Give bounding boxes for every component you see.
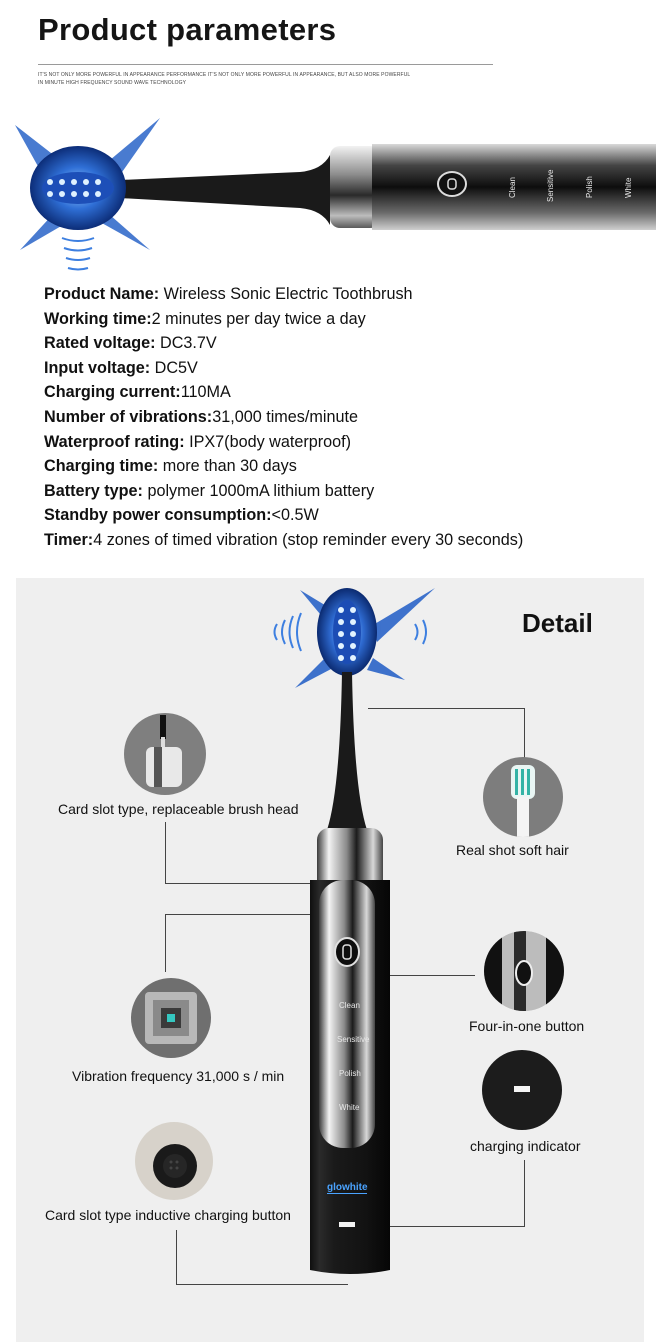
spec-row <box>44 282 523 307</box>
bristles-icon <box>483 757 563 837</box>
soft-hair-thumbnail <box>483 757 563 837</box>
charging-indicator-light <box>339 1222 355 1227</box>
brand-logo: glowhite <box>327 1182 368 1193</box>
sound-wave-icon <box>415 620 426 644</box>
brush-head-thumbnail <box>124 713 206 795</box>
spec-value: IPX7(body waterproof) <box>184 432 352 451</box>
spec-row <box>44 430 523 455</box>
detail-title: Detail <box>522 608 593 638</box>
subtitle-line-2: IN MINUTE HIGH FREQUENCY SOUND WAVE TECHNOLOGY <box>38 80 187 86</box>
spec-value: polymer 1000mA lithium battery <box>142 481 375 500</box>
spec-row <box>44 503 523 528</box>
spec-key: Battery type: <box>44 481 143 500</box>
connector-line <box>165 914 166 972</box>
mode-label: Clean <box>508 177 517 198</box>
caption-brush-head: Card slot type, replaceable brush head <box>58 801 299 817</box>
charging-base-icon <box>135 1122 213 1200</box>
spec-value: 31,000 times/minute <box>212 407 358 426</box>
indicator-thumbnail <box>482 1050 562 1130</box>
toothbrush-vertical-image <box>255 580 445 1280</box>
spec-value: DC5V <box>150 358 198 377</box>
mode-label: Polish <box>339 1069 361 1078</box>
connector-line <box>176 1284 348 1285</box>
sound-wave-icon <box>62 238 94 270</box>
spec-value: DC3.7V <box>155 334 217 353</box>
caption-charging: Card slot type inductive charging button <box>45 1207 291 1223</box>
caption-button: Four-in-one button <box>469 1018 585 1034</box>
button-thumbnail <box>484 931 564 1011</box>
connector-line <box>165 822 166 884</box>
four-in-one-button-icon <box>484 931 564 1011</box>
spec-row <box>44 405 523 430</box>
spec-key: Input voltage: <box>44 358 151 377</box>
spec-list <box>44 282 523 553</box>
brush-neck <box>327 672 367 830</box>
caption-soft-hair: Real shot soft hair <box>456 842 569 858</box>
mode-label: White <box>624 177 633 198</box>
mode-label: Sensitive <box>546 169 555 202</box>
toothbrush-horizontal-image <box>0 100 656 280</box>
power-button-icon <box>335 938 359 966</box>
power-button-icon <box>438 172 466 196</box>
page-title: Product parameters <box>38 12 337 47</box>
vibration-thumbnail <box>131 978 211 1058</box>
connector-line <box>176 1230 177 1285</box>
spec-row <box>44 356 523 381</box>
sound-wave-icon <box>275 613 302 651</box>
caption-vibration: Vibration frequency 31,000 s / min <box>72 1068 285 1084</box>
spec-key: Charging time: <box>44 457 159 476</box>
spec-row <box>44 380 523 405</box>
spec-value: 4 zones of timed vibration (stop reminder every 30 seconds) <box>93 530 524 549</box>
spec-key: Waterproof rating: <box>44 432 185 451</box>
spec-row <box>44 307 523 332</box>
connector-line <box>524 708 525 758</box>
spec-value: 2 minutes per day twice a day <box>151 309 366 328</box>
spec-key: Standby power consumption: <box>44 506 272 525</box>
mode-label: Polish <box>585 176 594 198</box>
mode-label: Sensitive <box>337 1035 370 1044</box>
brush-head-icon <box>124 713 206 795</box>
mode-label: Clean <box>339 1001 360 1010</box>
spec-key: Product Name: <box>44 285 160 303</box>
spec-row <box>44 454 523 479</box>
subtitle-line-1: IT'S NOT ONLY MORE POWERFUL IN APPEARANCE PERFORMANCE IT'S NOT ONLY MORE POWERFUL IN APPEARANCE, BUT ALSO MORE POWERFUL <box>38 72 411 78</box>
indicator-light-icon <box>482 1050 562 1130</box>
spec-value: Wireless Sonic Electric Toothbrush <box>159 285 413 303</box>
spec-row <box>44 528 523 553</box>
spec-value: 110MA <box>180 383 231 402</box>
spec-row <box>44 479 523 504</box>
brush-neck <box>120 155 330 225</box>
spec-key: Timer: <box>44 530 94 549</box>
spec-row <box>44 331 523 356</box>
mode-label: White <box>339 1103 360 1112</box>
charging-thumbnail <box>135 1122 213 1200</box>
caption-indicator: charging indicator <box>470 1138 581 1154</box>
spec-key: Rated voltage: <box>44 334 156 353</box>
spec-value: <0.5W <box>271 506 319 525</box>
connector-line <box>524 1160 525 1227</box>
spec-key: Charging current: <box>44 383 181 402</box>
motor-icon <box>131 978 211 1058</box>
spec-key: Working time: <box>44 309 152 328</box>
spec-key: Number of vibrations: <box>44 407 213 426</box>
title-divider <box>38 64 493 65</box>
spec-value: more than 30 days <box>158 457 297 476</box>
